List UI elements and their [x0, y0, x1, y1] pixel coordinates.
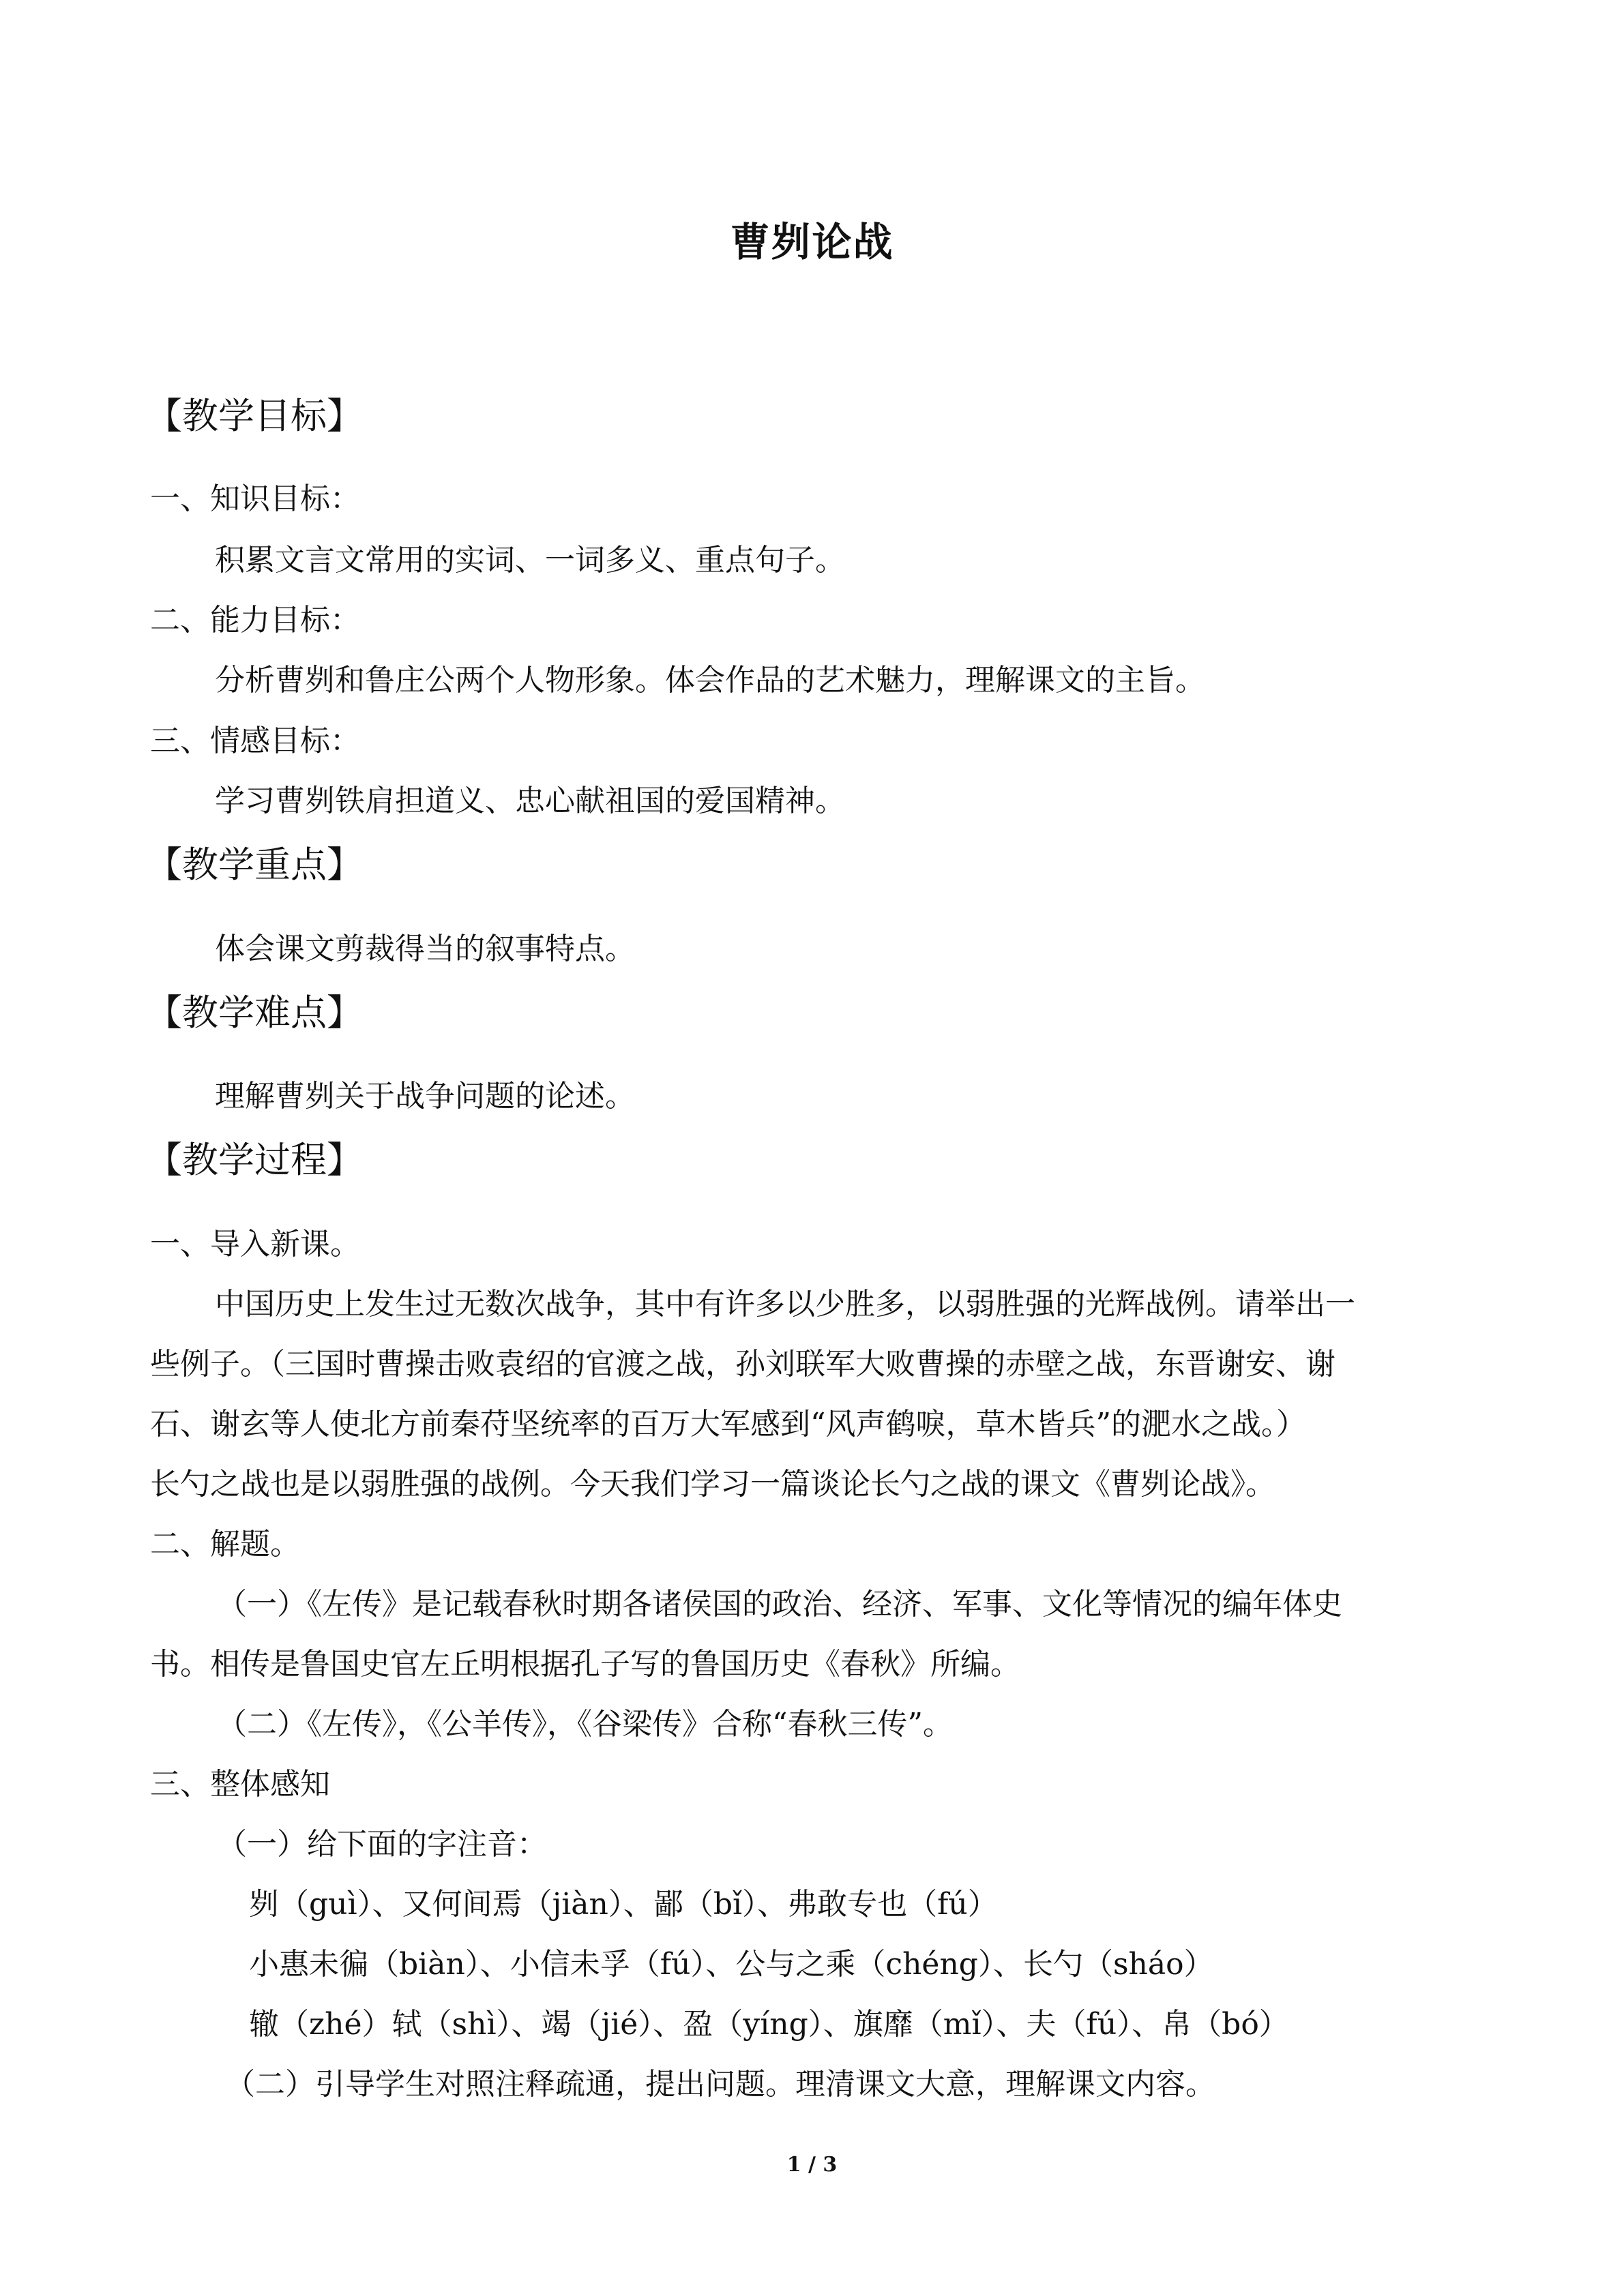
pinyin-label: （一）给下面的字注音： [217, 1827, 547, 1862]
pinyin-line: 小惠未徧（biàn）、小信未孚（fú）、公与之乘（chéng）、长勺（sháo） [249, 1947, 1214, 1982]
key-points-text: 体会课文剪裁得当的叙事特点。 [215, 931, 635, 966]
section-heading-objectives: 【教学目标】 [146, 396, 363, 437]
section-heading-key-points: 【教学重点】 [146, 844, 363, 886]
intro-paragraph-line: 石、谢玄等人使北方前秦苻坚统率的百万大军感到“风声鹤唳，草木皆兵”的淝水之战。） [150, 1407, 1306, 1442]
knowledge-objective-label: 一、知识目标： [150, 481, 360, 516]
intro-label: 一、导入新课。 [150, 1227, 360, 1262]
title-explanation-line: （一）《左传》是记载春秋时期各诸侯国的政治、经济、军事、文化等情况的编年体史 [217, 1587, 1342, 1622]
pinyin-line: 刿（guì）、又何间焉（jiàn）、鄙（bǐ）、弗敢专也（fú） [249, 1887, 998, 1922]
intro-paragraph-line: 中国历史上发生过无数次战争，其中有许多以少胜多，以弱胜强的光辉战例。请举出一 [215, 1287, 1355, 1322]
knowledge-objective-text: 积累文言文常用的实词、一词多义、重点句子。 [215, 543, 845, 578]
ability-objective-text: 分析曹刿和鲁庄公两个人物形象。体会作品的艺术魅力，理解课文的主旨。 [215, 663, 1205, 698]
page-number: 1 / 3 [786, 2153, 838, 2177]
emotion-objective-text: 学习曹刿铁肩担道义、忠心献祖国的爱国精神。 [215, 784, 845, 818]
overall-perception-label: 三、整体感知 [150, 1767, 330, 1802]
section-heading-difficulties: 【教学难点】 [146, 992, 363, 1034]
title-explanation-line: （二）《左传》，《公羊传》，《谷梁传》合称“春秋三传”。 [217, 1707, 953, 1742]
section-heading-process: 【教学过程】 [146, 1139, 363, 1181]
title-explanation-label: 二、解题。 [150, 1527, 300, 1562]
emotion-objective-label: 三、情感目标： [150, 724, 360, 758]
difficulties-text: 理解曹刿关于战争问题的论述。 [215, 1079, 635, 1114]
title-explanation-line: 书。相传是鲁国史官左丘明根据孔子写的鲁国历史《春秋》所编。 [150, 1647, 1020, 1682]
ability-objective-label: 二、能力目标： [150, 603, 360, 638]
intro-paragraph-line: 些例子。（三国时曹操击败袁绍的官渡之战，孙刘联军大败曹操的赤壁之战，东晋谢安、谢 [150, 1347, 1335, 1382]
document-title: 曹刿论战 [730, 219, 894, 265]
intro-paragraph-line: 长勺之战也是以弱胜强的战例。今天我们学习一篇谈论长勺之战的课文《曹刿论战》。 [150, 1467, 1275, 1502]
guide-text: （二）引导学生对照注释疏通，提出问题。理清课文大意，理解课文内容。 [225, 2067, 1215, 2102]
pinyin-line: 辙（zhé）轼（shì）、竭（jié）、盈（yíng）、旗靡（mǐ）、夫（fú）、帛（bó） [249, 2007, 1289, 2042]
